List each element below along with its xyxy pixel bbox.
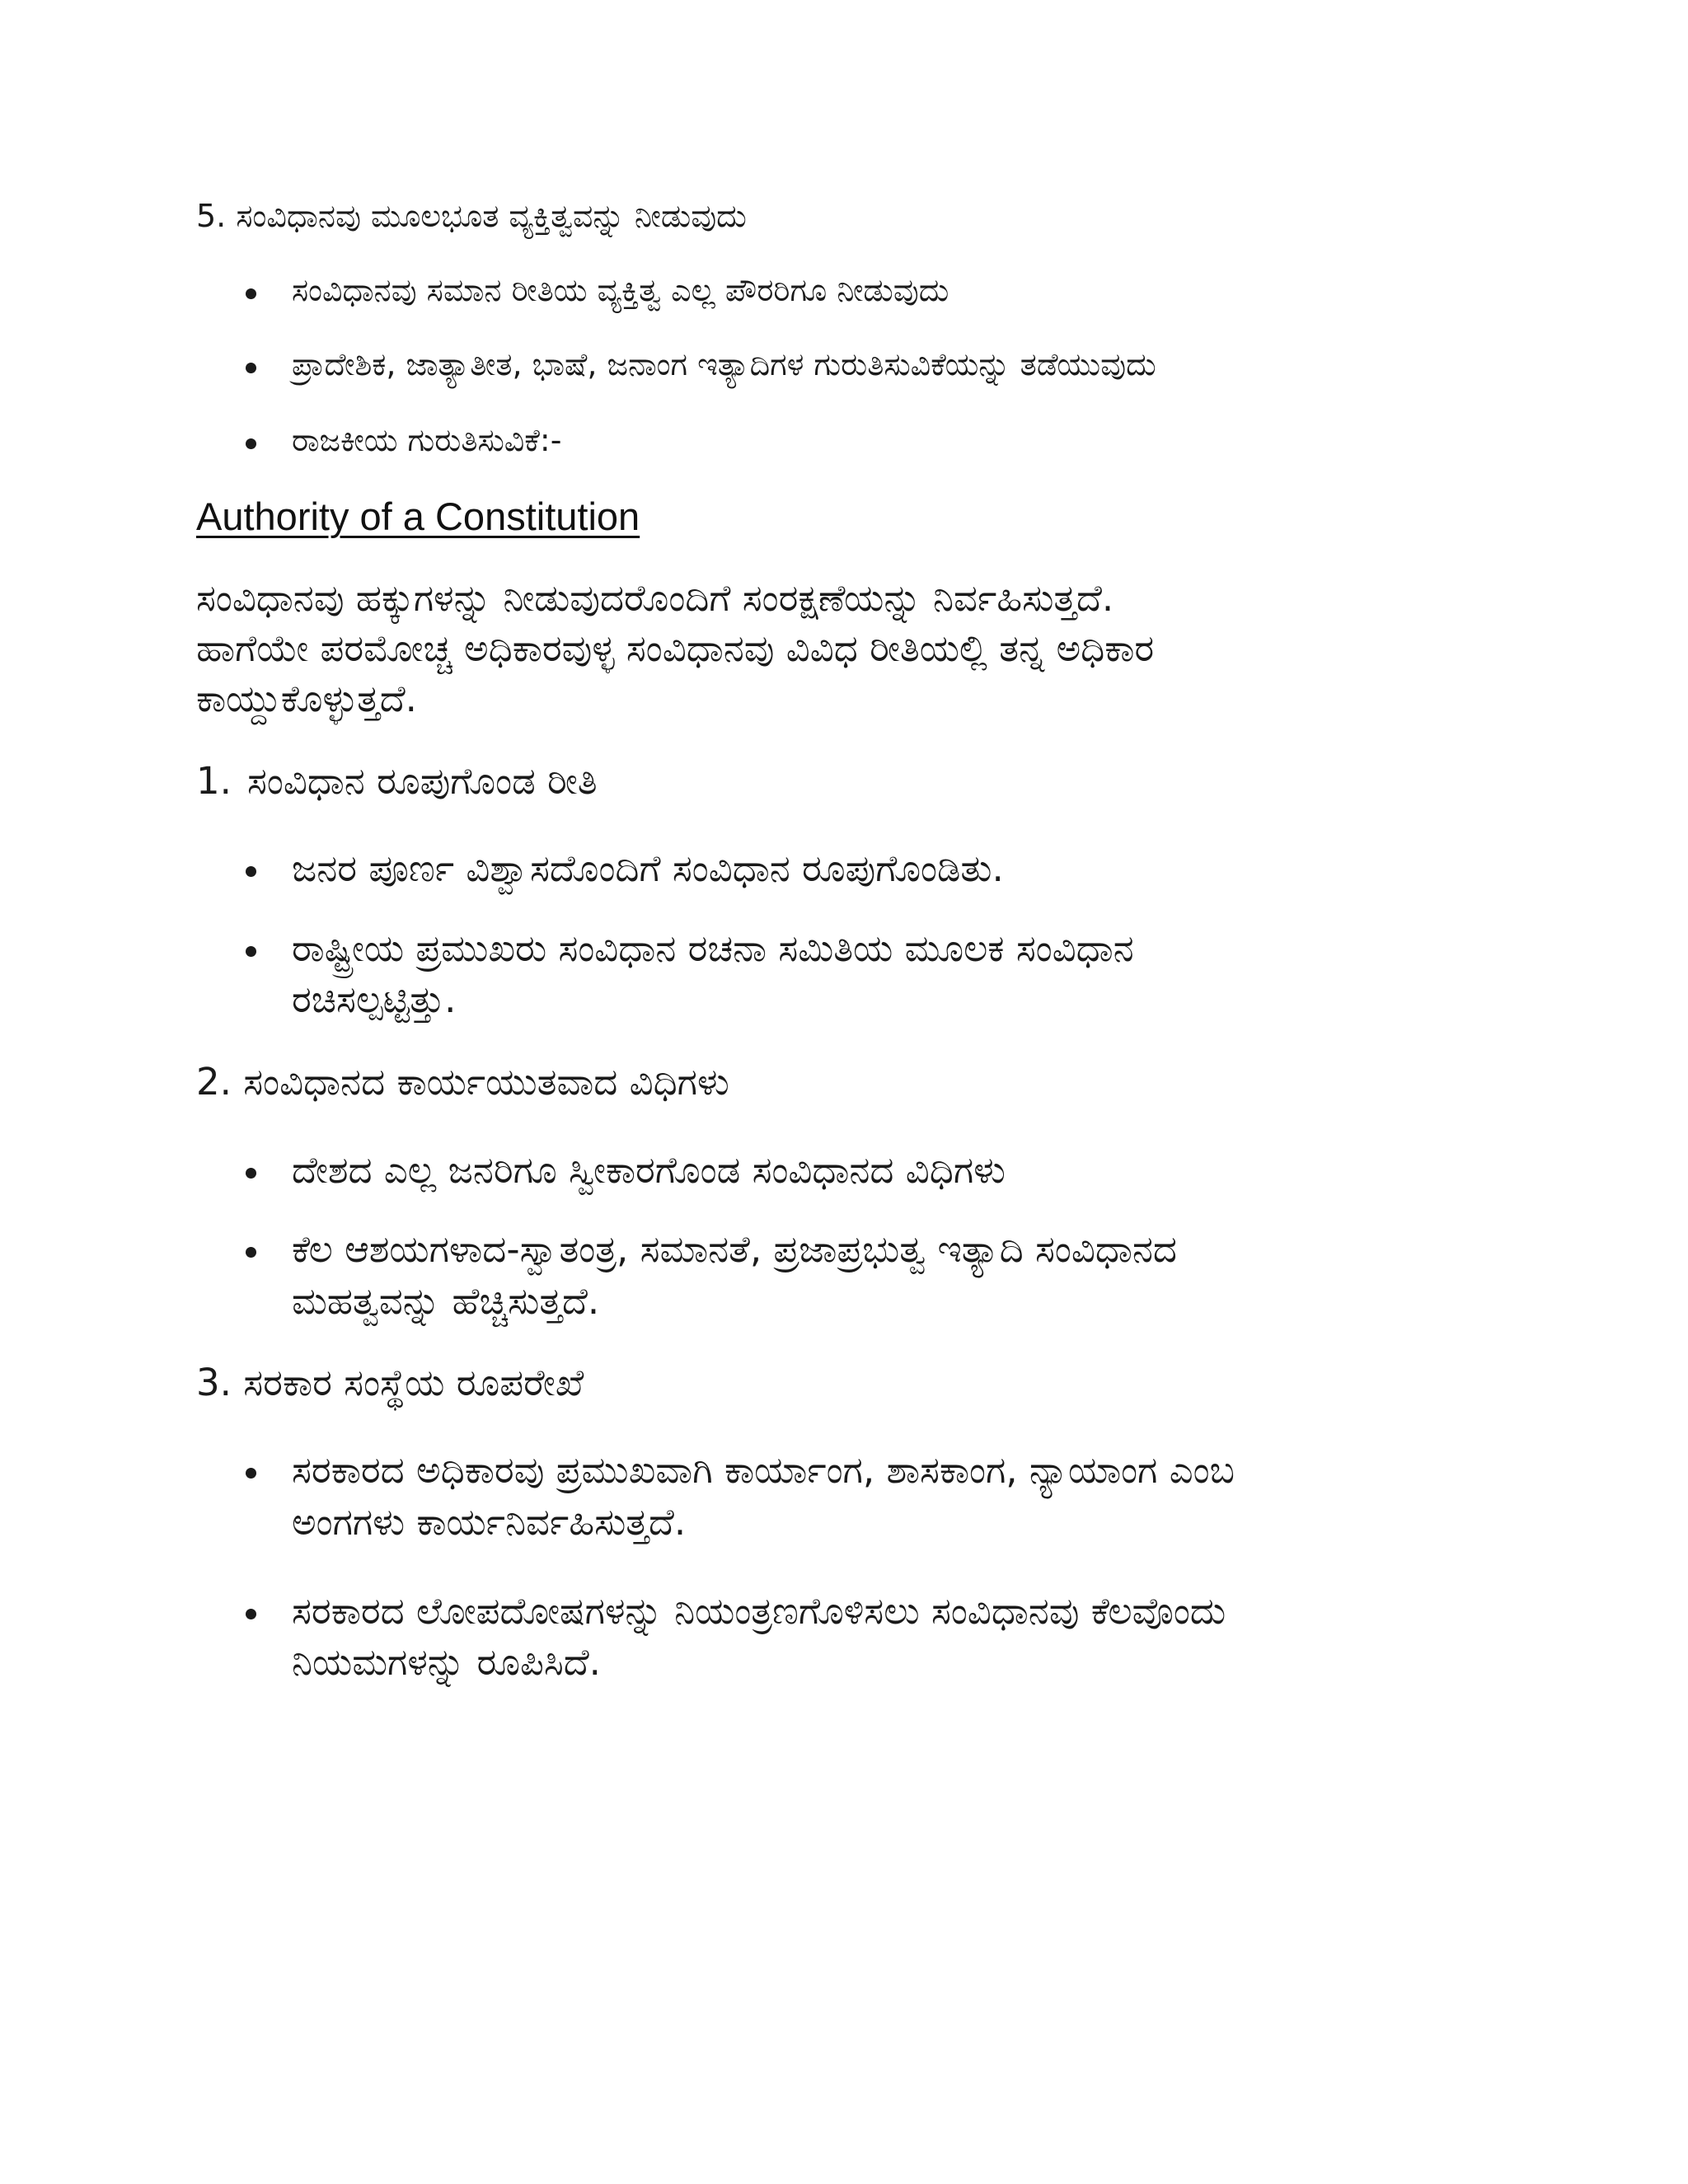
bullet-dot (246, 1247, 256, 1258)
point2-heading: 2. ಸಂವಿಧಾನದ ಕಾರ್ಯಯುತವಾದ ವಿಧಿಗಳು (196, 1060, 729, 1104)
point3-bullet-1-line-2: ಅಂಗಗಳು ಕಾರ್ಯನಿರ್ವಹಿಸುತ್ತದೆ. (292, 1500, 687, 1544)
point2-bullet-2-line-2: ಮಹತ್ವವನ್ನು ಹೆಚ್ಚಿಸುತ್ತದೆ. (292, 1279, 600, 1323)
point1-bullet-2-line-1: ರಾಷ್ಟ್ರೀಯ ಪ್ರಮುಖರು ಸಂವಿಧಾನ ರಚನಾ ಸಮಿತಿಯ ಮೂಲಕ ಸಂವಿಧಾನ (292, 926, 1134, 970)
section5-bullet-3: ರಾಜಕೀಯ ಗುರುತಿಸುವಿಕೆ:- (292, 422, 562, 458)
point2-bullet-2-line-1: ಕೆಲ ಆಶಯಗಳಾದ-ಸ್ವಾತಂತ್ರ, ಸಮಾನತೆ, ಪ್ರಜಾಪ್ರಭುತ್ವ ಇತ್ಯಾದಿ ಸಂವಿಧಾನದ (292, 1227, 1177, 1271)
point2-bullet-1: ದೇಶದ ಎಲ್ಲ ಜನರಿಗೂ ಸ್ವೀಕಾರಗೊಂಡ ಸಂವಿಧಾನದ ವಿಧಿಗಳು (292, 1148, 1006, 1192)
bullet-dot (246, 1609, 256, 1619)
section5-bullet-1: ಸಂವಿಧಾನವು ಸಮಾನ ರೀತಿಯ ವ್ಯಕ್ತಿತ್ವ ಎಲ್ಲ ಪೌರರಿಗೂ ನೀಡುವುದು (292, 272, 950, 308)
bullet-dot (246, 438, 256, 449)
point3-bullet-2-line-2: ನಿಯಮಗಳನ್ನು ರೂಪಿಸಿದೆ. (292, 1640, 601, 1684)
point1-bullet-1: ಜನರ ಪೂರ್ಣ ವಿಶ್ವಾಸದೊಂದಿಗೆ ಸಂವಿಧಾನ ರೂಪುಗೊಂಡಿತು. (292, 846, 1004, 890)
bullet-dot (246, 1468, 256, 1479)
section5-heading: 5. ಸಂವಿಧಾನವು ಮೂಲಭೂತ ವ್ಯಕ್ತಿತ್ವವನ್ನು ನೀಡುವುದು (196, 198, 747, 234)
point3-bullet-2-line-1: ಸರಕಾರದ ಲೋಪದೋಷಗಳನ್ನು ನಿಯಂತ್ರಣಗೊಳಿಸಲು ಸಂವಿಧಾನವು ಕೆಲವೊಂದು (292, 1589, 1226, 1633)
authority-paragraph-line-1: ಸಂವಿಧಾನವು ಹಕ್ಕುಗಳನ್ನು ನೀಡುವುದರೊಂದಿಗೆ ಸಂರಕ್ಷಣೆಯನ್ನು ನಿರ್ವಹಿಸುತ್ತದೆ. (196, 576, 1114, 620)
section5-bullet-2: ಪ್ರಾದೇಶಿಕ, ಜಾತ್ಯಾತೀತ, ಭಾಷೆ, ಜನಾಂಗ ಇತ್ಯಾದಿಗಳ ಗುರುತಿಸುವಿಕೆಯನ್ನು ತಡೆಯುವುದು (292, 346, 1156, 382)
authority-heading: Authority of a Constitution (196, 494, 640, 538)
point3-heading: 3. ಸರಕಾರ ಸಂಸ್ಥೆಯ ರೂಪರೇಖೆ (196, 1361, 584, 1404)
point1-heading: ಸಂವಿಧಾನ ರೂಪುಗೊಂಡ ರೀತಿ (247, 759, 598, 803)
point1-number: 1. (196, 759, 232, 803)
bullet-dot (246, 1168, 256, 1179)
bullet-dot (246, 946, 256, 957)
point1-bullet-2-line-2: ರಚಿಸಲ್ಪಟ್ಟಿತ್ತು. (292, 977, 457, 1021)
bullet-dot (246, 288, 256, 299)
bullet-dot (246, 363, 256, 373)
bullet-dot (246, 866, 256, 877)
authority-paragraph-line-3: ಕಾಯ್ದುಕೊಳ್ಳುತ್ತದೆ. (196, 677, 417, 720)
point3-bullet-1-line-1: ಸರಕಾರದ ಅಧಿಕಾರವು ಪ್ರಮುಖವಾಗಿ ಕಾರ್ಯಾಂಗ, ಶಾಸಕಾಂಗ, ನ್ಯಾಯಾಂಗ ಎಂಬ (292, 1448, 1235, 1492)
authority-paragraph-line-2: ಹಾಗೆಯೇ ಪರಮೋಚ್ಚ ಅಧಿಕಾರವುಳ್ಳ ಸಂವಿಧಾನವು ವಿವಿಧ ರೀತಿಯಲ್ಲಿ ತನ್ನ ಅಧಿಕಾರ (196, 626, 1155, 670)
